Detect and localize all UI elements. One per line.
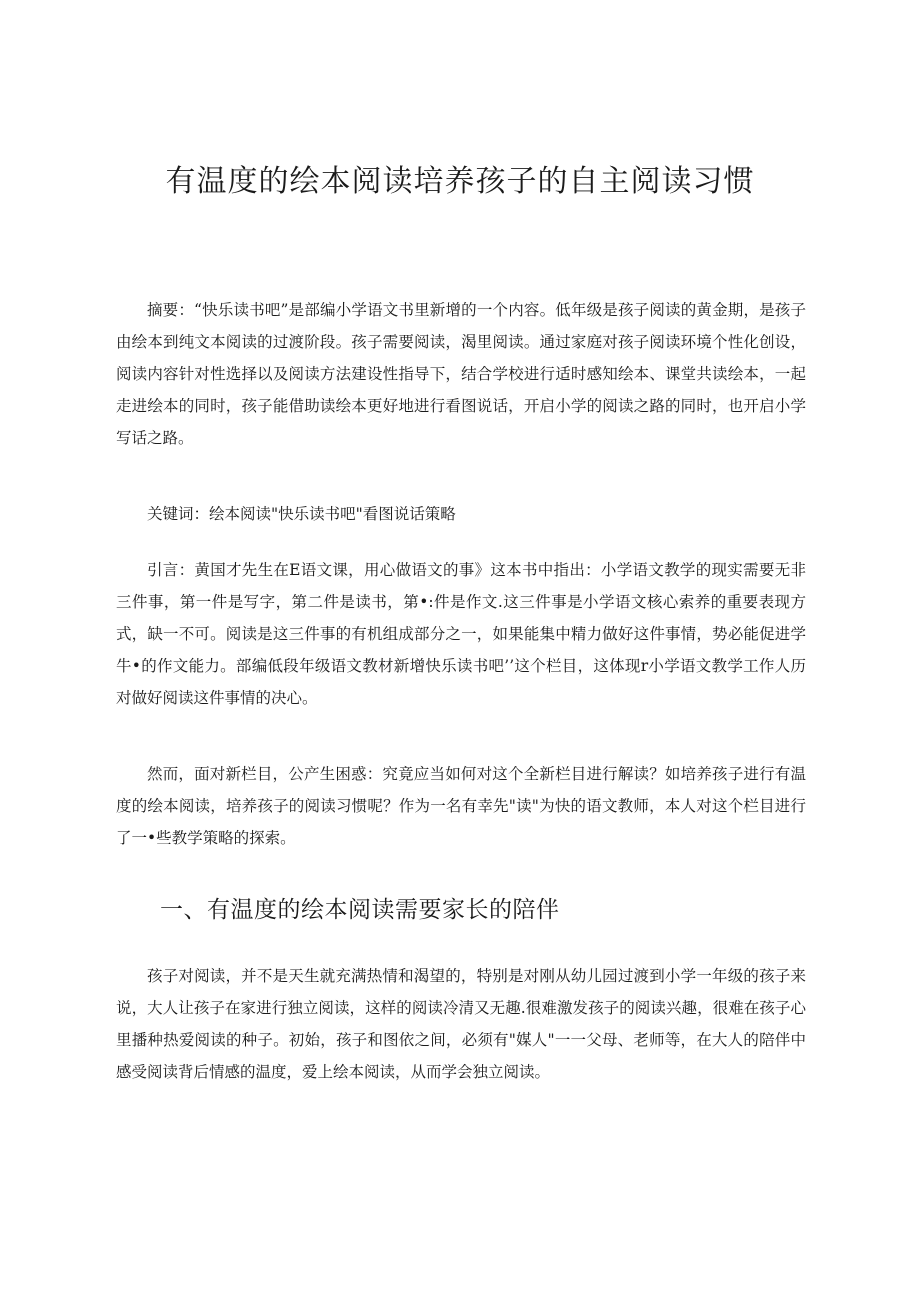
however-paragraph: 然而，面对新栏目，公产生困惑：究竟应当如何对这个全新栏目进行解读？如培养孩子进行有温度的绘本阅读，培养孩子的阅读习惯呢？作为一名有幸先"读"为快的语文教师，本人对这个栏目进行了一•些教学策略的探索。 xyxy=(116,765,806,847)
abstract-paragraph: 摘要：“快乐读书吧”是部编小学语文书里新增的一个内容。低年级是孩子阅读的黄金期，是孩子由绘本到纯文本阅读的过渡阶段。孩子需要阅读，渴里阅读。通过家庭对孩子阅读环境个性化创设，阅读内容针对性选择以及阅读方法建设性指导下，结合学校进行适时感知绘本、课堂共读绘本，一起走进绘本的同时，孩子能借助读绘本更好地进行看图说话，开启小学的阅读之路的同时，也开启小学写话之路。 xyxy=(116,301,806,447)
section-paragraph: 孩子对阅读，并不是天生就充满热情和渴望的，特别是对刚从幼儿园过渡到小学一年级的孩子来说，大人让孩子在家进行独立阅读，这样的阅读冷清又无趣.很难激发孩子的阅读兴趣，很难在孩子心里播种热爱阅读的种子。初始，孩子和图依之间，必须有"媒人"一一父母、老师等，在大人的陪伴中感受阅读背后情感的温度，爱上绘本阅读，从而学会独立阅读。 xyxy=(116,967,806,1081)
introduction-paragraph: 引言：黄国才先生在E语文课，用心做语文的事》这本书中指出：小学语文教学的现实需要无非三件事，第一件是写字，第二件是读书，第•:件是作文.这三件事是小学语文核心索养的重要表现方式，缺一不可。阅读是这三件事的有机组成部分之一，如果能集中精力做好这件事情，势必能促进学牛•的作文能力。部编低段年级语文教材新增快乐读书吧’’这个栏目，这体现r小学语文教学工作人历对做好阅读这件事情的决心。 xyxy=(116,561,806,707)
document-title: 有温度的绘本阅读培养孩子的自主阅读习惯 xyxy=(165,164,755,199)
section-heading: 一、有温度的绘本阅读需要家长的陪伴 xyxy=(160,897,560,923)
keywords-paragraph: 关键词：绘本阅读"快乐读书吧"看图说话策略 xyxy=(147,505,456,523)
